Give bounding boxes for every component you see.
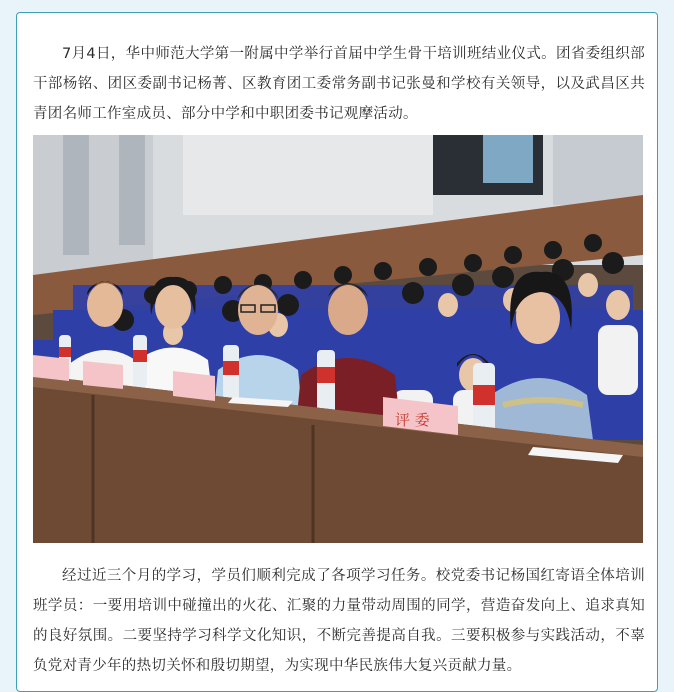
article-paragraph-intro: 7月4日，华中师范大学第一附属中学举行首届中学生骨干培训班结业仪式。团省委组织部干部杨铭、团区委副书记杨菁、区教育团工委常务副书记张曼和学校有关领导，以及武昌区共青团名师工作室成员、部分中学和中职团委书记观摩活动。 xyxy=(33,46,645,122)
ceremony-photo xyxy=(33,135,643,543)
article-card xyxy=(16,12,658,692)
article-paragraph-body: 经过近三个月的学习，学员们顺利完成了各项学习任务。校党委书记杨国红寄语全体培训班学员：一要用培训中碰撞出的火花、汇聚的力量带动周围的同学，营造奋发向上、追求真知的良好氛围。二要坚持学习科学文化知识，不断完善提高自我。三要积极参与实践活动，不辜负党对青少年的热切关怀和殷切期望，为实现中华民族伟大复兴贡献力量。 xyxy=(33,568,645,674)
table-sign-text: 评 委 xyxy=(395,411,430,429)
